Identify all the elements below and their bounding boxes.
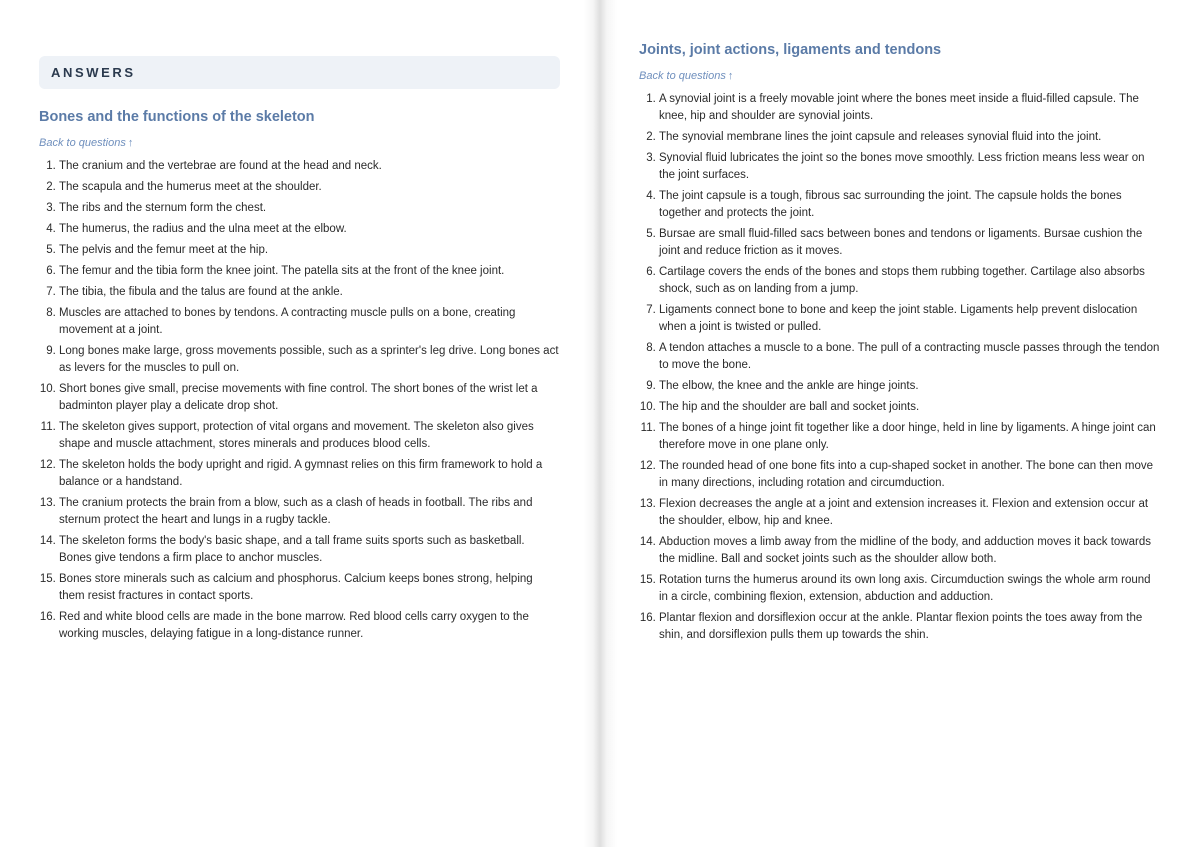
answer-item: 10. Short bones give small, precise movements with fine control. The short bones of the wrist let a badminton player play a delicate drop shot. bbox=[59, 381, 560, 415]
back-to-questions-link-bones[interactable] bbox=[39, 135, 133, 151]
answer-item: 16. Plantar flexion and dorsiflexion occur at the ankle. Plantar flexion points the toes away from the shin, and dorsiflexion pulls them up towards the shin. bbox=[659, 610, 1162, 644]
arrow-up-icon: ↑ bbox=[127, 137, 134, 149]
answer-item: 10. The hip and the shoulder are ball and socket joints. bbox=[659, 399, 1162, 416]
answer-item: 2. The scapula and the humerus meet at the shoulder. bbox=[59, 179, 560, 196]
answer-item: 8. A tendon attaches a muscle to a bone. The pull of a contracting muscle passes through the tendon to move the bone. bbox=[659, 340, 1162, 374]
answer-item: 2. The synovial membrane lines the joint capsule and releases synovial fluid into the joint. bbox=[659, 129, 1162, 146]
section-heading-joints: Joints, joint actions, ligaments and tendons bbox=[639, 42, 942, 58]
answer-item: 13. Flexion decreases the angle at a joint and extension increases it. Flexion and extension occur at the shoulder, elbow, hip and knee. bbox=[659, 496, 1162, 530]
answer-item: 1. The cranium and the vertebrae are found at the head and neck. bbox=[59, 158, 560, 175]
right-page bbox=[600, 0, 1200, 847]
answer-item: 8. Muscles are attached to bones by tendons. A contracting muscle pulls on a bone, creating movement at a joint. bbox=[59, 305, 560, 339]
answer-item: 16. Red and white blood cells are made in the bone marrow. Red blood cells carry oxygen to the working muscles, delaying fatigue in a long-distance runner. bbox=[59, 609, 560, 643]
back-link-label: Back to questions bbox=[39, 137, 126, 149]
answer-item: 14. The skeleton forms the body's basic shape, and a tall frame suits sports such as basketball. Bones give tendons a firm place to anchor muscles. bbox=[59, 533, 560, 567]
answer-list-bones bbox=[39, 158, 560, 643]
answer-item: 7. Ligaments connect bone to bone and keep the joint stable. Ligaments help prevent dislocation when a joint is twisted or pulled. bbox=[659, 302, 1162, 336]
answers-title: ANSWERS bbox=[51, 65, 136, 80]
answer-item: 14. Abduction moves a limb away from the midline of the body, and adduction moves it back towards the midline. Ball and socket joints such as the shoulder allow both. bbox=[659, 534, 1162, 568]
answer-item: 1. A synovial joint is a freely movable joint where the bones meet inside a fluid-filled capsule. The knee, hip and shoulder are synovial joints. bbox=[659, 91, 1162, 125]
answer-item: 15. Rotation turns the humerus around its own long axis. Circumduction swings the whole arm round in a circle, combining flexion, extension, abduction and adduction. bbox=[659, 572, 1162, 606]
answer-item: 9. The elbow, the knee and the ankle are hinge joints. bbox=[659, 378, 1162, 395]
section-heading-bones: Bones and the functions of the skeleton bbox=[39, 109, 315, 125]
arrow-up-icon: ↑ bbox=[727, 70, 734, 82]
answers-banner bbox=[39, 56, 560, 89]
answer-list-joints bbox=[639, 91, 1162, 644]
answer-item: 12. The rounded head of one bone fits into a cup-shaped socket in another. The bone can then move in many directions, including rotation and circumduction. bbox=[659, 458, 1162, 492]
answer-item: 6. Cartilage covers the ends of the bones and stops them rubbing together. Cartilage also absorbs shock, such as on landing from a jump. bbox=[659, 264, 1162, 298]
answer-item: 4. The joint capsule is a tough, fibrous sac surrounding the joint. The capsule holds the bones together and protects the joint. bbox=[659, 188, 1162, 222]
answer-item: 5. Bursae are small fluid-filled sacs between bones and tendons or ligaments. Bursae cushion the joint and reduce friction as it moves. bbox=[659, 226, 1162, 260]
answer-item: 7. The tibia, the fibula and the talus are found at the ankle. bbox=[59, 284, 560, 301]
answer-item: 11. The skeleton gives support, protection of vital organs and movement. The skeleton also gives shape and muscle attachment, stores minerals and produces blood cells. bbox=[59, 419, 560, 453]
answer-item: 9. Long bones make large, gross movements possible, such as a sprinter's leg drive. Long bones act as levers for the muscles to pull on. bbox=[59, 343, 560, 377]
answer-item: 3. The ribs and the sternum form the chest. bbox=[59, 200, 560, 217]
answer-item: 5. The pelvis and the femur meet at the hip. bbox=[59, 242, 560, 259]
answer-item: 12. The skeleton holds the body upright and rigid. A gymnast relies on this firm framework to hold a balance or a handstand. bbox=[59, 457, 560, 491]
answer-item: 4. The humerus, the radius and the ulna meet at the elbow. bbox=[59, 221, 560, 238]
answer-item: 3. Synovial fluid lubricates the joint so the bones move smoothly. Less friction means less wear on the joint surfaces. bbox=[659, 150, 1162, 184]
answer-item: 6. The femur and the tibia form the knee joint. The patella sits at the front of the knee joint. bbox=[59, 263, 560, 280]
answer-item: 13. The cranium protects the brain from a blow, such as a clash of heads in football. The ribs and sternum protect the heart and lungs in a rugby tackle. bbox=[59, 495, 560, 529]
back-to-questions-link-joints[interactable] bbox=[639, 68, 733, 84]
back-link-label: Back to questions bbox=[639, 70, 726, 82]
answer-item: 15. Bones store minerals such as calcium and phosphorus. Calcium keeps bones strong, helping them resist fractures in contact sports. bbox=[59, 571, 560, 605]
answer-item: 11. The bones of a hinge joint fit together like a door hinge, held in line by ligaments. A hinge joint can therefore move in one plane only. bbox=[659, 420, 1162, 454]
